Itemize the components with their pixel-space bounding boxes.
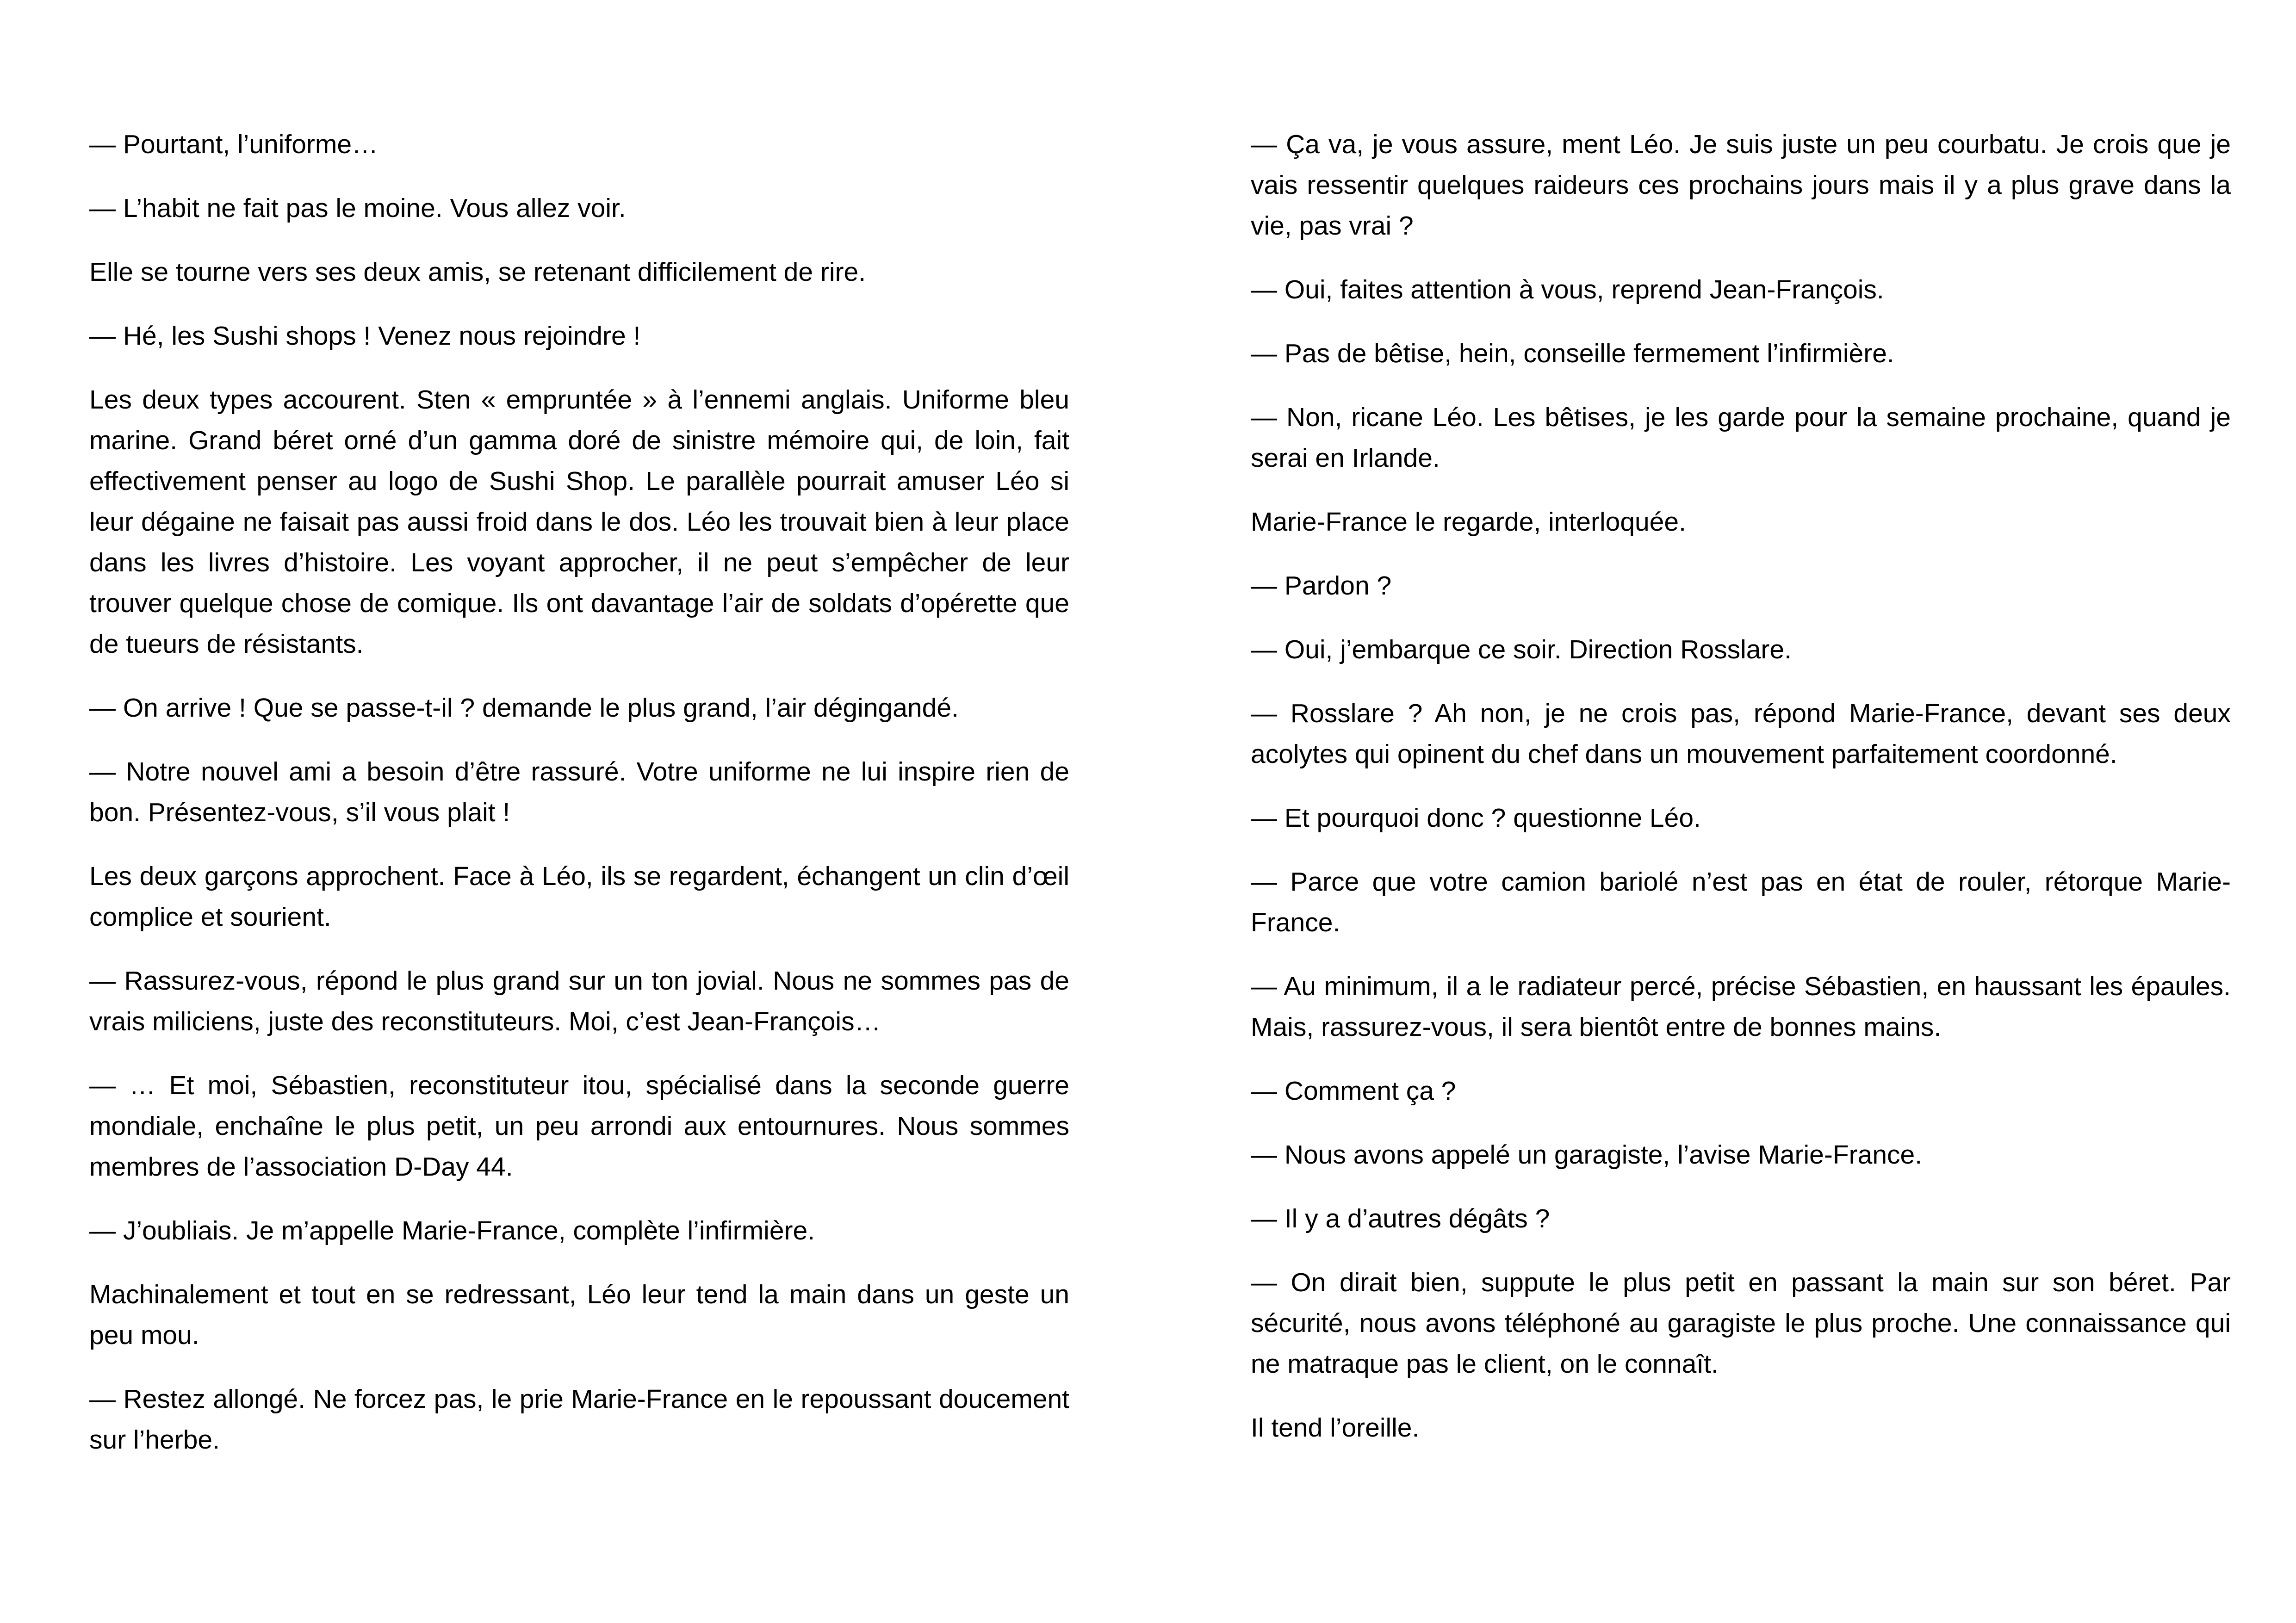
- paragraph: Il tend l’oreille.: [1251, 1413, 1420, 1443]
- paragraph: — Hé, les Sushi shops ! Venez nous rejoindre !: [89, 321, 641, 351]
- paragraph: — Oui, j’embarque ce soir. Direction Rosslare.: [1251, 635, 1792, 664]
- paragraph: — … Et moi, Sébastien, reconstituteur itou, spécialisé dans la seconde guerre mondiale, enchaîne le plus petit, un peu arrondi aux entournures. Nous sommes membres de l’association D-Day 44.: [89, 1071, 1069, 1182]
- paragraph: — J’oubliais. Je m’appelle Marie-France, complète l’infirmière.: [89, 1216, 815, 1245]
- paragraph: — Nous avons appelé un garagiste, l’avise Marie-France.: [1251, 1140, 1923, 1170]
- paragraph: — Au minimum, il a le radiateur percé, précise Sébastien, en haussant les épaules. Mais, rassurez-vous, il sera bientôt entre de bonnes mains.: [1251, 972, 2231, 1042]
- left-page: [89, 124, 1069, 1512]
- paragraph: — L’habit ne fait pas le moine. Vous allez voir.: [89, 193, 626, 223]
- paragraph: — Parce que votre camion bariolé n’est pas en état de rouler, rétorque Marie-France.: [1251, 867, 2231, 937]
- paragraph: Les deux garçons approchent. Face à Léo, ils se regardent, échangent un clin d’œil complice et sourient.: [89, 861, 1069, 932]
- paragraph: — Pourtant, l’uniforme…: [89, 130, 379, 159]
- paragraph: — Et pourquoi donc ? questionne Léo.: [1251, 803, 1701, 833]
- paragraph: — Ça va, je vous assure, ment Léo. Je suis juste un peu courbatu. Je crois que je vais ressentir quelques raideurs ces prochains jours mais il y a plus grave dans la vie, pas vrai ?: [1251, 130, 2231, 241]
- paragraph: Elle se tourne vers ses deux amis, se retenant difficilement de rire.: [89, 257, 866, 287]
- paragraph: — Oui, faites attention à vous, reprend Jean-François.: [1251, 275, 1884, 304]
- paragraph: Marie-France le regarde, interloquée.: [1251, 507, 1686, 537]
- paragraph: — Comment ça ?: [1251, 1076, 1456, 1106]
- paragraph: Les deux types accourent. Sten « empruntée » à l’ennemi anglais. Uniforme bleu marine. Grand béret orné d’un gamma doré de sinistre mémoire qui, de loin, fait effectivement penser au logo de Sushi Shop. Le parallèle pourrait amuser Léo si leur dégaine ne faisait pas aussi froid dans le dos. Léo les trouvait bien à leur place dans les livres d’histoire. Les voyant approcher, il ne peut s’empêcher de leur trouver quelque chose de comique. Ils ont davantage l’air de soldats d’opérette que de tueurs de résistants.: [89, 385, 1069, 659]
- paragraph: — Il y a d’autres dégâts ?: [1251, 1204, 1550, 1233]
- paragraph: — Notre nouvel ami a besoin d’être rassuré. Votre uniforme ne lui inspire rien de bon. Présentez-vous, s’il vous plait !: [89, 757, 1069, 827]
- paragraph: — Pardon ?: [1251, 571, 1392, 601]
- paragraph: — Rosslare ? Ah non, je ne crois pas, répond Marie-France, devant ses deux acolytes qui opinent du chef dans un mouvement parfaitement coordonné.: [1251, 699, 2231, 769]
- paragraph: — Pas de bêtise, hein, conseille fermement l’infirmière.: [1251, 339, 1894, 368]
- paragraph: Machinalement et tout en se redressant, Léo leur tend la main dans un geste un peu mou.: [89, 1280, 1069, 1350]
- paragraph: — Rassurez-vous, répond le plus grand sur un ton jovial. Nous ne sommes pas de vrais miliciens, juste des reconstituteurs. Moi, c’est Jean-François…: [89, 966, 1069, 1036]
- paragraph: — Restez allongé. Ne forcez pas, le prie Marie-France en le repoussant doucement sur l’herbe.: [89, 1384, 1069, 1455]
- paragraph: — On dirait bien, suppute le plus petit en passant la main sur son béret. Par sécurité, nous avons téléphoné au garagiste le plus proche. Une connaissance qui ne matraque pas le client, on le connaît.: [1251, 1268, 2231, 1379]
- paragraph: — Non, ricane Léo. Les bêtises, je les garde pour la semaine prochaine, quand je serai en Irlande.: [1251, 403, 2231, 473]
- right-page: [1251, 124, 2231, 1512]
- paragraph: — On arrive ! Que se passe-t-il ? demande le plus grand, l’air dégingandé.: [89, 693, 959, 723]
